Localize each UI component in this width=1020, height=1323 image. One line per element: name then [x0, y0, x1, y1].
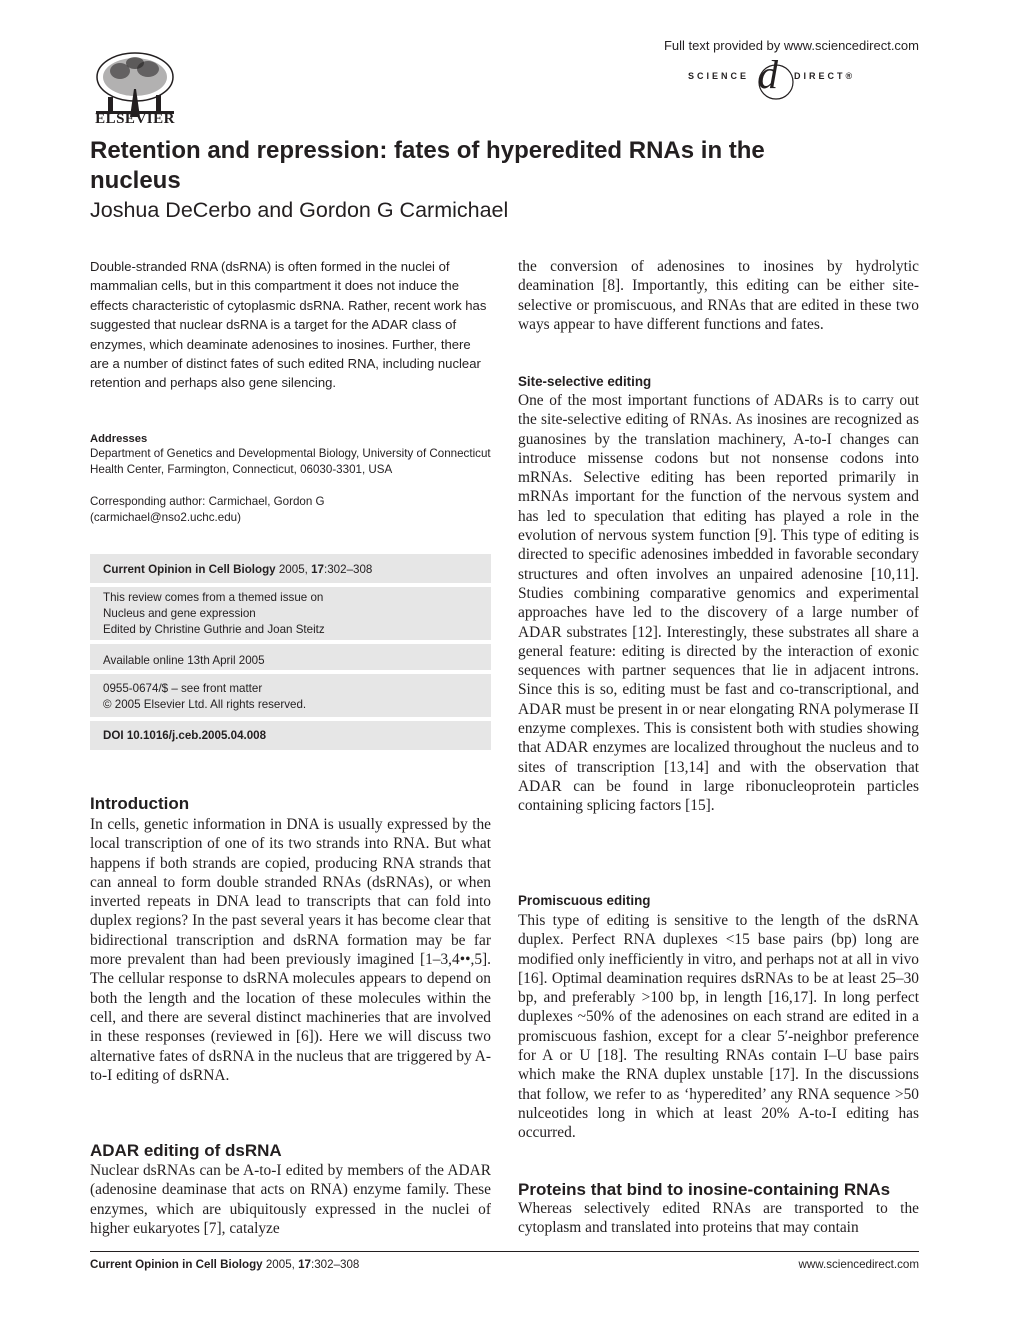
full-text-provider[interactable]: Full text provided by www.sciencedirect.com	[663, 38, 919, 53]
footer-rule	[90, 1251, 919, 1252]
citation-pages: :302–308	[324, 563, 373, 576]
proteins-text: Whereas selectively edited RNAs are transported to the cytoplasm and translated into proteins that may contain	[518, 1200, 919, 1237]
introduction-text: In cells, genetic information in DNA is usually expressed by the local transcription of one of its two strands into RNA. But what happens if both strands are copied, producing RNA strands that can anneal to form double stranded RNAs (dsRNAs), or when inverted repeats in DNA lead to transcripts that can fold into duplex regions? In the past several years it has become clear that bidirectional transcription and dsRNA formation may be far more prevalent than had been previously imagined [1–3,4••,5]. The cellular response to dsRNA molecules appears to depend on both the length and the location of these molecules within the cell, and there are several distinct machineries that are involved in these responses (reviewed in [6]). Here we will discuss two alternative fates of dsRNA in the nucleus that are triggered by A-to-I editing of dsRNA.	[90, 816, 491, 1084]
corresponding-email[interactable]: (carmichael@nso2.uchc.edu)	[90, 511, 241, 524]
sd-logo-right: DIRECT®	[794, 71, 856, 81]
footer-year: 2005,	[262, 1258, 299, 1271]
site-selective-text: One of the most important functions of ADARs is to carry out the site-selective editing of RNAs. As inosines are recognized as guanosines by the translation machinery, A-to-I changes can introduce missense codons but not nonsense codons into mRNAs. Selective editing has been reported primarily in mRNAs important for the function of the nervous system and has led to speculation that editing has played a role in the evolution of nervous system function [9]. This type of editing is directed to specific adenosines imbedded in favorable secondary structures and often involves an unpaired adenosine [10,11]. Studies combining comparative genomics and experimental approaches have led to the discovery of a large number of ADAR substrates [12]. Interestingly, these substrates all share a general feature: editing is directed by the interaction of exonic sequences with partner sequences that lie in adjacent introns. Since this is so, editing must be fast and co-transcriptional, and ADAR must be present in or near elongating RNA polymerase II enzyme complexes. This is consistent both with studies showing that ADAR enzymes are localized throughout the nucleus and to sites of transcription [13,14] and with the observation that ADAR can be found in large ribonucleoprotein particles containing splicing factors [15].	[518, 392, 919, 815]
addresses-heading: Addresses	[90, 433, 148, 445]
adar-text: Nuclear dsRNAs can be A-to-I edited by members of the ADAR (adenosine deaminase that acts on RNA) enzyme family. These enzymes, which are ubiquitously expressed in the nuclei of higher eukaryotes [7], catalyze	[90, 1162, 491, 1237]
article-info-box	[90, 554, 491, 750]
copyright: © 2005 Elsevier Ltd. All rights reserved.	[103, 698, 307, 711]
footer-citation	[90, 1258, 359, 1271]
sd-logo-mark: d	[758, 52, 778, 97]
address-text: Department of Genetics and Developmental Biology, University of Connecticut Health Center, Farmington, Connecticut, 06030-3301, USA	[90, 447, 491, 476]
themed-editors: Edited by Christine Guthrie and Joan Steitz	[103, 623, 325, 636]
issn: 0955-0674/$ – see front matter	[103, 682, 263, 695]
subheading-site-selective: Site-selective editing	[518, 374, 652, 389]
doi[interactable]: DOI 10.1016/j.ceb.2005.04.008	[103, 729, 267, 742]
section-heading-adar: ADAR editing of dsRNA	[90, 1141, 282, 1160]
available-online: Available online 13th April 2005	[103, 654, 265, 667]
article-title: Retention and repression: fates of hyperedited RNAs in the nucleus	[90, 137, 765, 194]
footer-pages: :302–308	[311, 1258, 360, 1271]
adar-text-continued: the conversion of adenosines to inosines by hydrolytic deamination [8]. Importantly, this editing can be either site-selective or promiscuous, and RNAs that are edited in these two ways appear to have different functions and fates.	[518, 258, 919, 333]
citation-year: 2005,	[278, 563, 312, 576]
corresponding-author: Corresponding author: Carmichael, Gordon G	[90, 495, 325, 508]
abstract: Double-stranded RNA (dsRNA) is often formed in the nuclei of mammalian cells, but in this compartment it does not induce the effects characteristic of cytoplasmic dsRNA. Rather, recent work has suggested that nuclear dsRNA is a target for the ADAR class of enzymes, which deaminate adenosines to inosines. Further, there are a number of distinct fates of such edited RNA, including nuclear retention and perhaps also gene silencing.	[90, 259, 487, 391]
journal-name: Current Opinion in Cell Biology	[103, 563, 276, 576]
footer-volume: 17	[298, 1258, 311, 1271]
section-heading-proteins: Proteins that bind to inosine-containing RNAs	[518, 1180, 891, 1199]
article-authors: Joshua DeCerbo and Gordon G Carmichael	[90, 198, 509, 222]
citation-line	[103, 562, 372, 578]
footer-journal: Current Opinion in Cell Biology	[90, 1258, 263, 1271]
publisher-name: ELSEVIER	[95, 111, 175, 127]
promiscuous-text: This type of editing is sensitive to the length of the dsRNA duplex. Perfect RNA duplexes <15 base pairs (bp) long are modified only inefficiently in vitro, and perhaps not at all in vivo [16]. Optimal deamination requires dsRNAs to be at least 25–30 bp, and preferably >100 bp, in length [16,17]. In long perfect duplexes ~50% of the adenosines on each strand are edited in a promiscuous fashion, except for a clear 5′-neighbor preference for A or U [18]. The resulting RNAs contain I–U base pairs which make the RNA duplex unstable [17]. In the discussions that follow, we refer to as ‘hyperedited’ any RNA sequence >50 nulceotides long in which at least 20% A-to-I editing has occurred.	[518, 912, 919, 1142]
themed-issue: This review comes from a themed issue on	[103, 591, 324, 604]
section-heading-introduction: Introduction	[90, 794, 190, 813]
addresses-block	[90, 433, 492, 526]
sciencedirect-logo	[686, 62, 886, 102]
footer-url[interactable]: www.sciencedirect.com	[798, 1258, 919, 1271]
subheading-promiscuous: Promiscuous editing	[518, 893, 651, 908]
themed-issue-name: Nucleus and gene expression	[103, 607, 256, 620]
citation-volume: 17	[311, 563, 324, 576]
sd-logo-left: SCIENCE	[688, 71, 750, 81]
